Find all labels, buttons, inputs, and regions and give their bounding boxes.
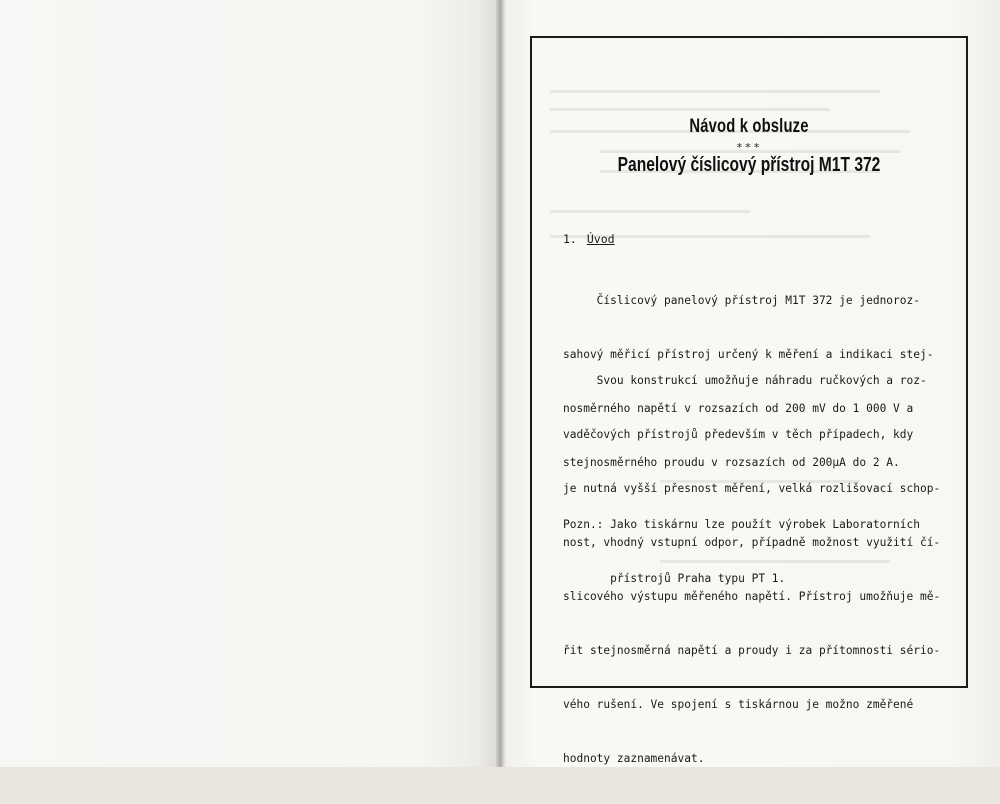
section-heading bbox=[563, 232, 615, 246]
note-paragraph bbox=[563, 480, 920, 624]
title-separator: *** bbox=[736, 141, 762, 154]
text-line: Pozn.: Jako tiskárnu lze použít výrobek Laboratorních bbox=[563, 518, 920, 531]
document-frame bbox=[530, 36, 968, 765]
text-line: stejnosměrného proudu v rozsazích od 200µA do 2 A. bbox=[563, 456, 900, 469]
text-line: sahový měřicí přístroj určený k měření a indikaci stej- bbox=[563, 348, 934, 361]
section-title: Úvod bbox=[586, 232, 615, 246]
text-line: přístrojů Praha typu PT 1. bbox=[563, 572, 786, 585]
text-line: slicového výstupu měřeného napětí. Přístroj umožňuje mě- bbox=[563, 590, 941, 603]
document-subtitle: Panelový číslicový přístroj M1T 372 bbox=[617, 154, 881, 176]
text-line: vého rušení. Ve spojení s tiskárnou je možno změřené bbox=[563, 698, 914, 711]
text-line: Číslicový panelový přístroj M1T 372 je jednoroz- bbox=[563, 294, 920, 307]
section-number: 1. bbox=[563, 232, 577, 246]
text-line: řit stejnosměrná napětí a proudy i za přítomnosti sério- bbox=[563, 644, 941, 657]
document-title: Návod k obsluze bbox=[689, 116, 809, 137]
text-line: je nutná vyšší přesnost měření, velká rozlišovací schop- bbox=[563, 482, 941, 495]
text-line: hodnoty zaznamenávat. bbox=[563, 752, 705, 765]
text-line: vaděčových přístrojů především v těch případech, kdy bbox=[563, 428, 914, 441]
text-line: Svou konstrukcí umožňuje náhradu ručkových a roz- bbox=[563, 374, 927, 387]
text-line: nosměrného napětí v rozsazích od 200 mV do 1 000 V a bbox=[563, 402, 914, 415]
text-line: nost, vhodný vstupní odpor, případně možnost využití čí- bbox=[563, 536, 941, 549]
left-blank-page bbox=[0, 0, 499, 767]
book-gutter bbox=[496, 0, 506, 767]
